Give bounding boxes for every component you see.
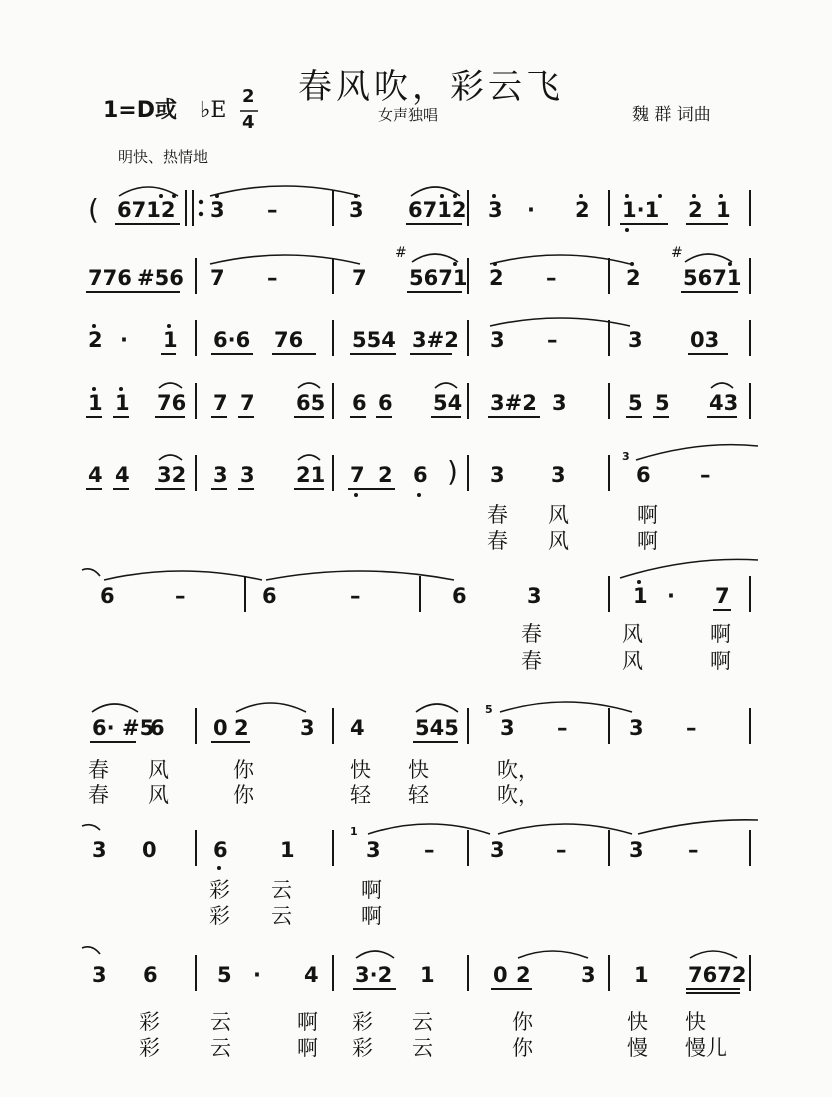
- note: 7672: [688, 963, 747, 987]
- note: 7: [210, 266, 225, 290]
- beams: [86, 224, 740, 993]
- lyric: 风: [548, 529, 569, 553]
- note: 0: [493, 963, 508, 987]
- note: 3: [581, 963, 596, 987]
- note: 2: [489, 266, 504, 290]
- lyric: 云: [271, 878, 292, 902]
- note: 6: [378, 391, 393, 415]
- lyric: 风: [148, 783, 169, 807]
- barlines: [186, 190, 750, 991]
- song-author: 魏 群 词曲: [632, 105, 711, 125]
- note: –: [267, 198, 278, 222]
- note: 3: [92, 838, 107, 862]
- note: 3: [490, 463, 505, 487]
- note: 32: [157, 463, 187, 487]
- note: 5671: [683, 266, 742, 290]
- note: 03: [690, 328, 720, 352]
- lyric: 风: [622, 622, 643, 646]
- lyric: 你: [233, 783, 254, 807]
- lyric: 云: [210, 1036, 231, 1060]
- note: 6: [213, 838, 228, 862]
- note: #5: [122, 716, 155, 740]
- lyric: 云: [210, 1010, 231, 1034]
- note: 7: [350, 463, 365, 487]
- note: 3: [366, 838, 381, 862]
- lyric: 风: [622, 649, 643, 673]
- lyric: 云: [412, 1010, 433, 1034]
- note: 0: [142, 838, 157, 862]
- note: 3: [300, 716, 315, 740]
- note: –: [175, 584, 186, 608]
- note: 3: [92, 963, 107, 987]
- note: 5: [655, 391, 670, 415]
- lyric: 啊: [361, 904, 382, 928]
- lyric: 慢: [627, 1036, 648, 1060]
- lyric: 快: [408, 758, 429, 782]
- note: 1: [115, 391, 130, 415]
- key-signature: 1=D或: [103, 98, 178, 123]
- lyric: 春: [521, 622, 542, 646]
- note: 3: [488, 198, 503, 222]
- note: 3: [349, 198, 364, 222]
- note: 5: [217, 963, 232, 987]
- lyric: 风: [548, 503, 569, 527]
- note: 7: [240, 391, 255, 415]
- note: –: [267, 266, 278, 290]
- song-title: 春风吹，彩云飞: [298, 67, 564, 107]
- note: 6: [413, 463, 428, 487]
- note: 3: [552, 391, 567, 415]
- time-signature-bottom: 4: [242, 112, 255, 133]
- note: 3#2: [412, 328, 459, 352]
- note: 1·1: [622, 198, 660, 222]
- tempo-marking: 明快、热情地: [118, 148, 209, 166]
- lyric: 彩: [139, 1036, 160, 1060]
- note: 76: [274, 328, 304, 352]
- note: 3: [240, 463, 255, 487]
- note: –: [557, 716, 568, 740]
- note: –: [424, 838, 435, 862]
- note: –: [700, 463, 711, 487]
- grace-note: 5: [485, 703, 493, 716]
- note: 1: [633, 584, 648, 608]
- lyric: 你: [512, 1036, 533, 1060]
- note: 6: [352, 391, 367, 415]
- note: ·: [527, 198, 535, 222]
- lyric: 你: [233, 758, 254, 782]
- lyric: 春: [88, 758, 109, 782]
- slurs: [82, 186, 758, 958]
- lyric: 啊: [637, 503, 658, 527]
- note: 3: [527, 584, 542, 608]
- note: 3: [490, 838, 505, 862]
- lyric: 云: [412, 1036, 433, 1060]
- lyric: 啊: [710, 622, 731, 646]
- note: 1: [420, 963, 435, 987]
- note: ): [447, 455, 458, 488]
- note: 6712: [117, 198, 176, 222]
- lyric: 慢儿: [685, 1036, 727, 1060]
- lyric: 吹，: [497, 783, 539, 807]
- lyric: 春: [487, 503, 508, 527]
- lyric: 啊: [637, 529, 658, 553]
- note: ·: [253, 963, 261, 987]
- lyric: 快: [627, 1010, 648, 1034]
- note: 7: [213, 391, 228, 415]
- note: #: [395, 245, 407, 261]
- lyric: 云: [271, 904, 292, 928]
- note: 1: [88, 391, 103, 415]
- lyric: 彩: [139, 1010, 160, 1034]
- note: 4: [350, 716, 365, 740]
- note: 6·: [92, 716, 115, 740]
- lyric: 春: [521, 649, 542, 673]
- note: –: [556, 838, 567, 862]
- note: –: [350, 584, 361, 608]
- note: 1: [163, 328, 178, 352]
- note: 3: [629, 838, 644, 862]
- note: 6: [150, 716, 165, 740]
- note: 3: [210, 198, 225, 222]
- note: #56: [137, 266, 184, 290]
- note: (: [88, 193, 99, 226]
- note: –: [547, 328, 558, 352]
- note: 7: [352, 266, 367, 290]
- note: 1: [716, 198, 731, 222]
- note: 6: [262, 584, 277, 608]
- note: 6712: [408, 198, 467, 222]
- lyric: 轻: [350, 783, 371, 807]
- note: –: [688, 838, 699, 862]
- note: 7: [715, 584, 730, 608]
- grace-note: 3: [622, 450, 630, 463]
- lyric: 你: [512, 1010, 533, 1034]
- lyric: 吹，: [497, 758, 539, 782]
- lyric: 啊: [361, 878, 382, 902]
- note: 3: [628, 328, 643, 352]
- lyric: 啊: [297, 1036, 318, 1060]
- note: 6: [100, 584, 115, 608]
- note: 2: [575, 198, 590, 222]
- lyric: 风: [148, 758, 169, 782]
- lyric: 轻: [408, 783, 429, 807]
- note: 3: [213, 463, 228, 487]
- key-signature-alt: ♭E: [200, 98, 227, 123]
- note: 2: [516, 963, 531, 987]
- lyric: 彩: [209, 904, 230, 928]
- note: #: [671, 245, 683, 261]
- note: 776: [88, 266, 132, 290]
- note: 6: [636, 463, 651, 487]
- note: –: [686, 716, 697, 740]
- note: 3#2: [490, 391, 537, 415]
- note: 554: [352, 328, 396, 352]
- note: 2: [378, 463, 393, 487]
- note: 54: [433, 391, 463, 415]
- note: 2: [688, 198, 703, 222]
- note: 65: [296, 391, 326, 415]
- lyric: 啊: [297, 1010, 318, 1034]
- grace-note: 1: [350, 825, 358, 838]
- note: 2: [234, 716, 249, 740]
- lyric: 彩: [352, 1036, 373, 1060]
- note: ·: [667, 584, 675, 608]
- note: 5: [628, 391, 643, 415]
- lyric: 春: [487, 529, 508, 553]
- time-signature-top: 2: [242, 86, 255, 107]
- note: 6: [143, 963, 158, 987]
- note: 2: [88, 328, 103, 352]
- note: 3: [500, 716, 515, 740]
- note: –: [546, 266, 557, 290]
- note: 0: [213, 716, 228, 740]
- lyric: 啊: [710, 649, 731, 673]
- note: 4: [88, 463, 103, 487]
- note: 5671: [409, 266, 468, 290]
- note: 6·6: [213, 328, 251, 352]
- note: 76: [157, 391, 187, 415]
- note: 3·2: [355, 963, 393, 987]
- note: 3: [629, 716, 644, 740]
- octave-dots: [92, 194, 732, 870]
- note: 1: [280, 838, 295, 862]
- note: 4: [304, 963, 319, 987]
- lyric: 快: [685, 1010, 706, 1034]
- note: 43: [709, 391, 739, 415]
- note: 1: [634, 963, 649, 987]
- note: 545: [415, 716, 459, 740]
- lyric: 彩: [352, 1010, 373, 1034]
- lyric: 春: [88, 783, 109, 807]
- note: ·: [120, 328, 128, 352]
- note: 6: [452, 584, 467, 608]
- lyric: 快: [350, 758, 371, 782]
- note: 2: [626, 266, 641, 290]
- note: 3: [551, 463, 566, 487]
- note: 3: [490, 328, 505, 352]
- note: 4: [115, 463, 130, 487]
- lyric: 彩: [209, 878, 230, 902]
- song-subtitle: 女声独唱: [378, 106, 439, 124]
- note: 21: [296, 463, 326, 487]
